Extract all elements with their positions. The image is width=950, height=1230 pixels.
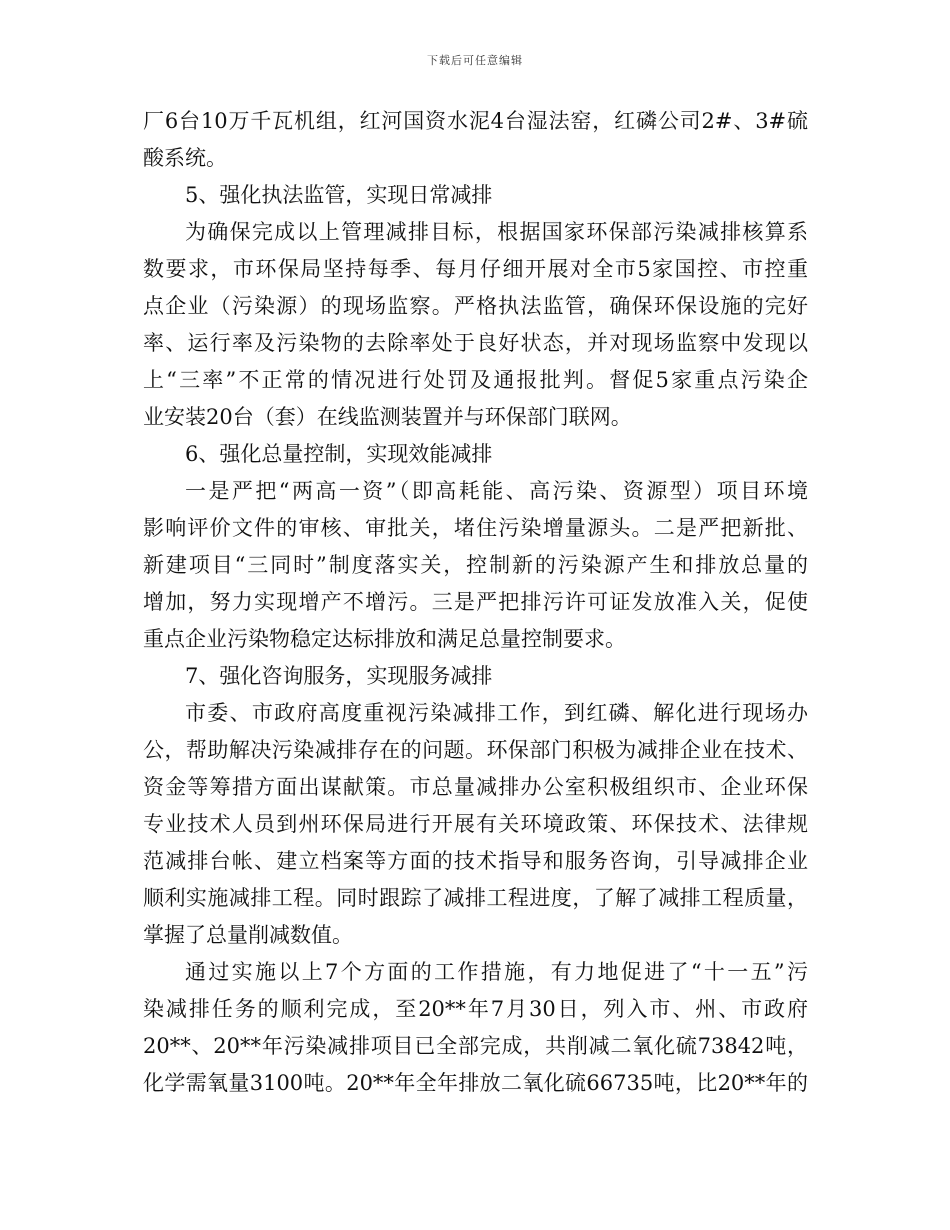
text-line: 化学需氧量3100吨。20**年全年排放二氧化硫66735吨，比20**年的 — [143, 1071, 808, 1095]
text-line: 通过实施以上7个方面的工作措施，有力地促进了“十一五”污 — [185, 960, 808, 984]
text-line: 影响评价文件的审核、审批关，堵住污染增量源头。二是严把新批、 — [143, 516, 808, 540]
text-line: 市委、市政府高度重视污染减排工作，到红磷、解化进行现场办 — [185, 701, 808, 725]
text-line: 数要求，市环保局坚持每季、每月仔细开展对全市5家国控、市控重 — [143, 257, 808, 281]
text-line: 率、运行率及污染物的去除率处于良好状态，并对现场监察中发现以 — [143, 331, 808, 355]
text-line: 资金等筹措方面出谋献策。市总量减排办公室积极组织市、企业环保 — [143, 775, 808, 799]
page-header: 下载后可任意编辑 — [427, 54, 523, 67]
text-line: 酸系统。 — [143, 146, 227, 170]
section-heading: 5、强化执法监管，实现日常减排 — [185, 183, 493, 207]
text-line: 点企业（污染源）的现场监察。严格执法监管，确保环保设施的完好 — [143, 294, 808, 318]
text-line: 一是严把“两高一资”（即高耗能、高污染、资源型）项目环境 — [185, 479, 808, 503]
text-line: 20**、20**年污染减排项目已全部完成，共削减二氧化硫73842吨， — [143, 1034, 808, 1058]
text-line: 公，帮助解决污染减排存在的问题。环保部门积极为减排企业在技术、 — [143, 738, 808, 762]
section-heading: 7、强化咨询服务，实现服务减排 — [185, 664, 493, 688]
text-line: 重点企业污染物稳定达标排放和满足总量控制要求。 — [143, 627, 626, 651]
text-line: 专业技术人员到州环保局进行开展有关环境政策、环保技术、法律规 — [143, 812, 808, 836]
section-heading: 6、强化总量控制，实现效能减排 — [185, 442, 493, 466]
text-line: 新建项目“三同时”制度落实关，控制新的污染源产生和排放总量的 — [143, 553, 808, 577]
text-line: 范减排台帐、建立档案等方面的技术指导和服务咨询，引导减排企业 — [143, 849, 808, 873]
text-line: 厂6台10万千瓦机组，红河国资水泥4台湿法窑，红磷公司2#、3#硫 — [143, 109, 808, 133]
text-line: 顺利实施减排工程。同时跟踪了减排工程进度，了解了减排工程质量， — [143, 886, 808, 910]
text-line: 染减排任务的顺利完成，至20**年7月30日，列入市、州、市政府 — [143, 997, 808, 1021]
document-body — [143, 103, 808, 1102]
text-line: 为确保完成以上管理减排目标，根据国家环保部污染减排核算系 — [185, 220, 808, 244]
text-line: 增加，努力实现增产不增污。三是严把排污许可证发放准入关，促使 — [143, 590, 808, 614]
text-line: 上“三率”不正常的情况进行处罚及通报批判。督促5家重点污染企 — [143, 368, 808, 392]
text-line: 业安装20台（套）在线监测装置并与环保部门联网。 — [143, 405, 632, 429]
text-line: 掌握了总量削减数值。 — [143, 923, 353, 947]
